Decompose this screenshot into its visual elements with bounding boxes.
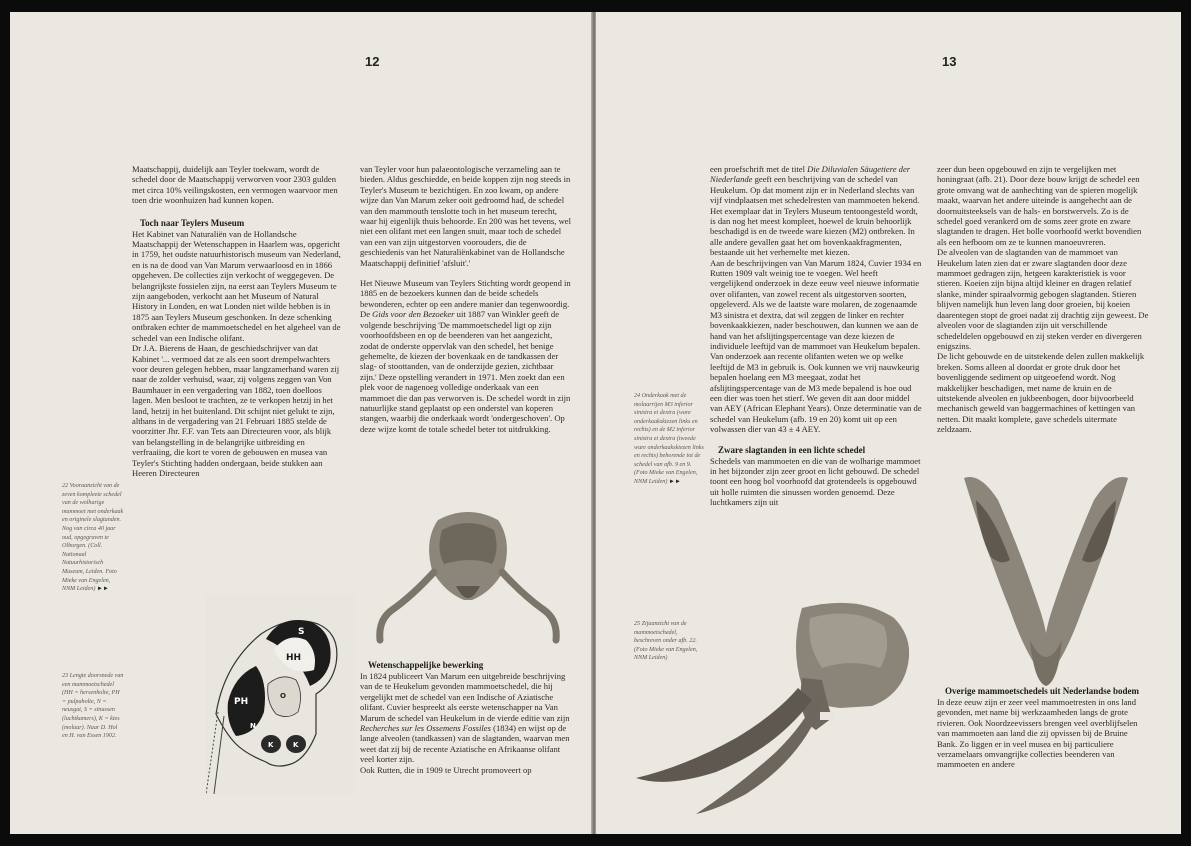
paragraph: Van onderzoek aan recente olifanten weten we op welke leeftijd de M3 in gebruik is. Ook kunnen we vrij nauwkeurig bepalen hoelang een M3 meegaat, zodat het afslijtingspercentage van de M3 mede bepalend is hoe oud een dier was toen het stierf. We geven dit aan door middel van AEY (African Elephant Years). Onze determinatie van de schedel van Heukelum (afb. 19 en 20) komt uit op een volwassen dier van 43 ± 4 AEY. xyxy=(710,351,922,435)
cross-section-diagram xyxy=(206,594,356,794)
paragraph: Ook Rutten, die in 1909 te Utrecht promoveert op xyxy=(360,764,532,775)
diagram-label: PH xyxy=(234,697,249,707)
arrow-right-icon: ►► xyxy=(668,478,681,485)
right-page-column-2 xyxy=(937,164,1149,435)
right-page-column-1 xyxy=(710,164,922,508)
section-heading: Zware slagtanden in een lichte schedel xyxy=(718,444,866,455)
paragraph: Maatschappij, duidelijk aan Teyler toekwam, wordt de schedel door de Maatschappij verworven voor 2303 gulden met circa 10% veilingskosten, een vermogen waarvoor men toen drie woonhuizen had kunnen kopen. xyxy=(132,164,338,206)
paragraph: Het Kabinet van Naturaliën van de Hollandsche Maatschappij der Wetenschappen in Haarlem was, opgericht in 1759, het oudste natuurhistorisch museum van Nederland, en is na de dood van Van Marum verwaarloosd en in 1866 opgeheven. De collecties zijn verkocht of weggegeven. De belangrijkste fossielen zijn, na eerst aan Teylers Museum te zijn aangeboden, verkocht aan het Museum of Natural History in Londen, en wat Londen niet wilde hebben is in 1875 aan Teylers Museum geschonken. In deze schenking ontbraken echter de mammoetschedel en het algeheel van de schedel van een Indische olifant. xyxy=(132,228,341,343)
diagram-label: K xyxy=(293,741,299,749)
diagram-label: N xyxy=(250,722,256,730)
page-number-left: 12 xyxy=(365,54,380,69)
paragraph: De alveolen van de slagtanden van de mammoet van Heukelum laten zien dat er zware slagtanden door deze mammoet gedragen zijn, hetgeen karakteristiek is voor stieren. Koeien zijn bijna altijd kleiner en dragen relatief slanke, minder spiraalvormig gebogen slagtanden. Stieren blijven namelijk hun leven lang door groeien, bij koeien daarentegen stopt de groei nadat zij drachtig zijn geweest. De alveolen voor de slagtanden zijn uit verschillende schedeldelen opgebouwd en zij steken verder en divergeren enigszins. xyxy=(937,247,1149,351)
diagram-label: HH xyxy=(286,653,302,663)
paragraph: De licht gebouwde en de uitstekende delen zullen makkelijk breken. Soms alleen al doordat er grote druk door het bovenliggende sediment op uitgeoefend wordt. Nog makkelijker beschadigen, met name de kruin en de uitstekende alveolen en jukbeenbogen, door bijvoorbeeld mechanisch geweld van baggermachines of kettingen van netten. Dit maakt komplete, gave schedels uitermate zeldzaam. xyxy=(937,351,1145,435)
paragraph: van Teyler voor hun palaeontologische verzameling aan te bieden. Aldus geschiedde, en beide koppen zijn nog steeds in Teyler's Museum te bezichtigen. En zoo kwam, op andere wijze dan Van Marum zeker ooit gedroomd had, de schedel van den mammouth tenslotte toch in het museum terecht, waar hij eigenlijk thuis behoorde. En 200 was het tevens, wel niet een olifant met een langen snuit, maar toch de schedel van een van zijn uitgestorven voorouders, die de geschiedenis van het Naturaliënkabinet van de Hollandsche Maatschappij definitief 'afsluit'.' xyxy=(360,164,571,268)
paragraph: Schedels van mammoeten en die van de wolharige mammoet in het bijzonder zijn zeer groot en licht gebouwd. De schedel toont een hoog bol voorhoofd dat grotendeels is opgebouwd uit holle ruimten die sinussen worden genoemd. Deze luchtkamers zijn uit xyxy=(710,455,921,508)
arrow-right-icon: ►► xyxy=(96,586,109,593)
diagram-label: O xyxy=(280,692,286,700)
section-heading: Toch naar Teylers Museum xyxy=(140,217,245,228)
figure-caption: 22 Vooraanzicht van de zeven kompleete schedel van de wolharige mammoet met onderkaak en originele slagtanden. Nog van circa 40 jaar oud, opgegraven te Olburgen. (Coll. Nationaal Natuurhistorisch Museum, Leiden. Foto Mieke van Engelen, NNM Leiden) ►► xyxy=(62,483,124,593)
page-number-right: 13 xyxy=(942,54,957,69)
figure-caption: 24 Onderkaak met de molaarrijen M3 inferior sinistra et dextra (ware onderkaakskiezen links en rechts) en de M2 inferior sinistra et dextra (tweede ware onderkaakskiezen links en rechts) behorende tot de schedel van afb. 9 en 9. (Foto Mieke van Engelen, NNM Leiden) ►► xyxy=(634,393,704,485)
figure-caption: 23 Lengte doorsnede van een mammoetschedel (HH = hersenholte, PH = pulpaholte, N = neusgat, S = sinussen (luchtkamers), K = kies (molaar). Naar D. Hol en H. van Essen 1902. xyxy=(62,673,124,740)
paragraph: zeer dun been opgebouwd en zijn te vergelijken met honingraat (afb. 21). Door deze bouw krijgt de schedel een grote omvang wat de aanhechting van de spieren mogelijk maakt, waarvan het andere uiteinde is aangehecht aan de doornuitsteeksels van de hals- en borstwervels. Zo is de schedel goed verankerd om de soms zeer grote en zware slagtanden te dragen. Het bolle voorhoofd werkt bovendien als een hefboom om ze te kunnen manoeuvreren. xyxy=(937,164,1142,247)
left-page-column-2 xyxy=(360,164,572,434)
diagram-label: S xyxy=(298,627,305,637)
section-heading: Wetenschappelijke bewerking xyxy=(368,660,484,670)
right-page-column-2-lower xyxy=(937,686,1149,770)
left-page xyxy=(10,12,592,834)
paragraph: Het Nieuwe Museum van Teylers Stichting wordt geopend in 1885 en de bezoekers kunnen dan de beide schedels bewonderen, echter op een andere manier dan tegenwoordig. De Gids voor den Bezoeker uit 1887 van Winkler geeft de volgende beschrijving 'De mammoetschedel ligt op zijn voorhoofdsbeen en op de beenderen van het aangezicht, zodat de onderste oppervlak van den schedel, het benige gehemelte, de kiezen der bovenkaak en de tandkassen der slag- of stoottanden, van de onderzijde gezien, zichtbaar zijn.' Deze opstelling verandert in 1971. Men zoekt dan een plek voor de nagenoeg volledige onderkaak van een mammoet die dan pas verworven is. De schedel wordt in zijn natuurlijke stand geplaatst op een onderstel van koperen stangen, waarbij die onderkaak wordt 'ondergeschoven'. Op deze wijze komt de totale schedel beter tot uitdrukking. xyxy=(360,278,571,434)
left-page-column-1 xyxy=(132,164,344,478)
paragraph: In deze eeuw zijn er zeer veel mammoetresten in ons land gevonden, met name bij werkzaamheden langs de grote rivieren. Ook Noordzeevissers brengen veel overblijfselen van mammoeten aan land die zij opvissen bij de Bruine Bank. Zo liggen er in veel musea en bij particuliere verzamelaars omvangrijke collecties beenderen van mammoeten en andere xyxy=(937,697,1138,770)
skull-front-photo xyxy=(372,500,564,650)
right-page xyxy=(596,12,1181,834)
jaw-photo xyxy=(940,460,1152,688)
diagram-label: K xyxy=(268,741,274,749)
paragraph: Aan de beschrijvingen van Van Marum 1824, Cuvier 1934 en Rutten 1909 valt weinig toe te voegen. Wel heeft vergelijkend onderzoek in deze eeuw veel nieuwe informatie over olifanten, van zowel recent als uitgestorven soorten, opgeleverd. Als we de laatste ware molaren, de zogenaamde M3 sinistra et dextra, dat wil zeggen de linker en rechter bovenkaakkiezen, nader beschouwen, dan kunnen we aan de hand van het afslijtingspercentage van deze kiezen de individuele leeftijd van de mammoet van Heukelum bepalen. xyxy=(710,257,922,351)
paragraph: Dr J.A. Bierens de Haan, de geschiedschrijver van dat Kabinet '... vermoed dat ze als een soort drempelwachters voor deuren gelegen hebben, maar langzamerhand waren zij naar de zolder verhuisd, waar, zij volgens zeggen van Von Baumhauer in een vergadering van 1882, toen doelloos lagen. Men besloot te trachten, ze te verkopen hetzij in het land, hetzij in het buitenland. Dit schijnt niet gelukt te zijn, althans in de vergadering van 21 Februari 1885 stelde de voorzitter Jhr. F.F. van Tets aan Directeuren voor, als blijk van belangstelling in de belangrijke uitbreiding en verfraaiing, die kort te voren de gebouwen en musea van Teyler's Stichting hadden ondergaan, beide stukken aan Heeren Directeuren xyxy=(132,343,340,478)
left-page-column-2-lower xyxy=(360,660,572,775)
section-heading: Overige mammoetschedels uit Nederlandse bodem xyxy=(945,686,1139,696)
paragraph: een proefschrift met de titel Die Diluvialen Säugetiere der Niederlande geeft een beschrijving van de schedel van Heukelum. Op dat moment zijn er in Nederland slechts van vijf vindplaatsen met schedelresten van mammoeten bekend. Het exemplaar dat in Teylers Museum tentoongesteld wordt, is dan nog het meest kompleet, hoewel de kruin behoorlijk beschadigd is en de tweede ware kiezen (M2) ontbreken. In alle andere gevallen gaat het om bovenkaakfragmenten, bestaande uit het verhemelte met kiezen. xyxy=(710,164,920,258)
figure-caption: 25 Zijaanzicht van de mammoetschedel, beschreven onder afb. 22. (Foto Mieke van Engelen, NNM Leiden) xyxy=(634,621,698,662)
skull-side-photo xyxy=(626,588,932,828)
paragraph: In 1824 publiceert Van Marum een uitgebreide beschrijving van de te Heukelum gevonden mammoetschedel, die hij vergelijkt met de schedel van een Indische of Aziatische olifant. Cuvier bespreekt als eerste wetenschapper na Van Marum de schedel van Heukelum in de vierde editie van zijn Recherches sur les Ossemens Fossiles (1834) en wijst op de lange alveolen (tandkassen) van de slagtanden, waarvan men weet dat zij bij de recente Aziatische en Afrikaanse olifant veel korter zijn. xyxy=(360,671,570,765)
